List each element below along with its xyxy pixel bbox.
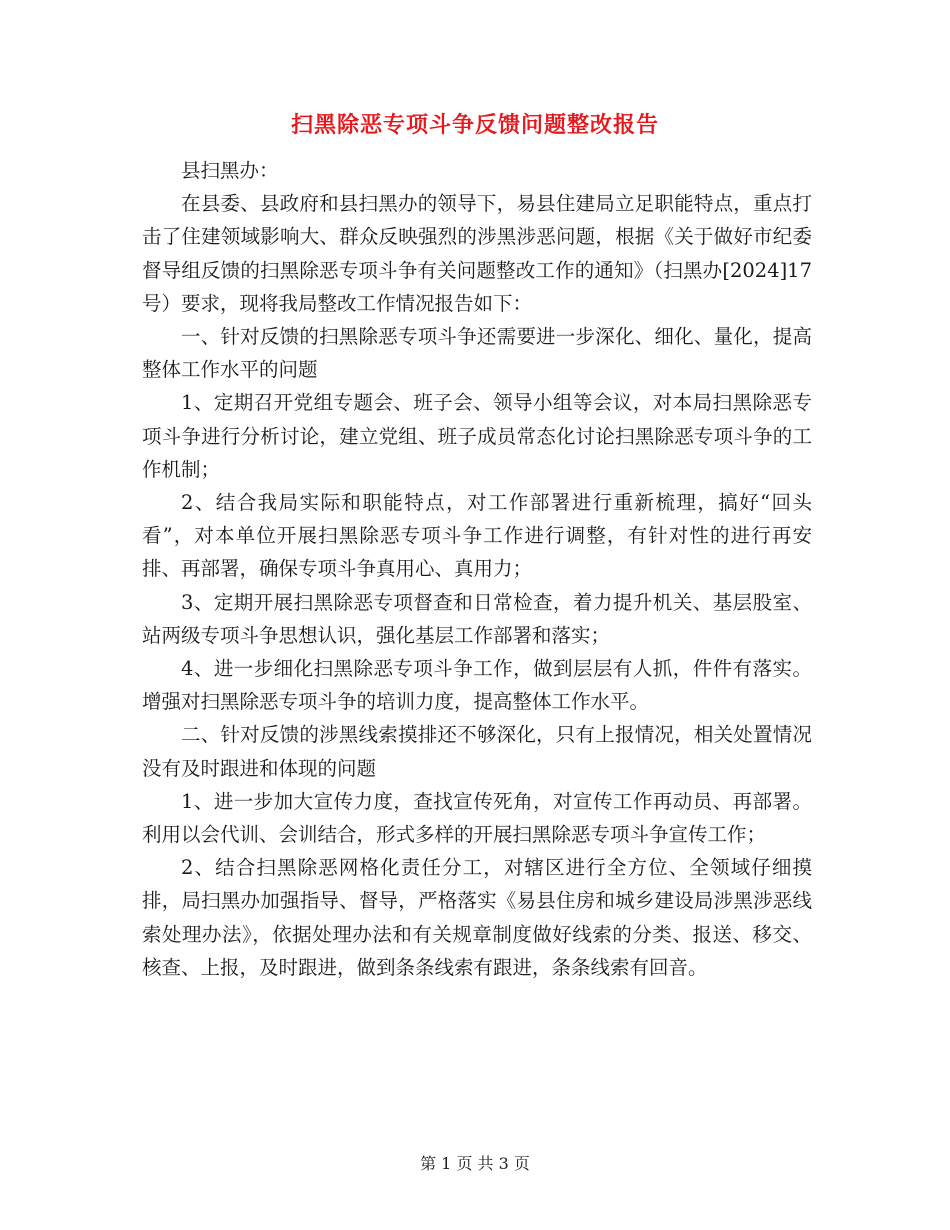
document-body — [142, 154, 812, 984]
paragraph-intro: 在县委、县政府和县扫黑办的领导下，易县住建局立足职能特点，重点打击了住建领域影响大、群众反映强烈的涉黑涉恶问题，根据《关于做好市纪委督导组反馈的扫黑除恶专项斗争有关问题整改工作的通知》（扫黑办[2024]17号）要求，现将我局整改工作情况报告如下： — [142, 192, 812, 315]
salutation: 县扫黑办： — [181, 159, 279, 182]
paragraph-2-2: 2、结合扫黑除恶网格化责任分工，对辖区进行全方位、全领域仔细摸排，局扫黑办加强指导、督导，严格落实《易县住房和城乡建设局涉黑涉恶线索处理办法》，依据处理办法和有关规章制度做好线索的分类、报送、移交、核查、上报，及时跟进，做到条条线索有跟进，条条线索有回音。 — [142, 856, 812, 979]
paragraph-1-1: 1、定期召开党组专题会、班子会、领导小组等会议，对本局扫黑除恶专项斗争进行分析讨论，建立党组、班子成员常态化讨论扫黑除恶专项斗争的工作机制； — [142, 391, 812, 481]
section-heading-1: 一、针对反馈的扫黑除恶专项斗争还需要进一步深化、细化、量化，提高整体工作水平的问题 — [142, 325, 812, 382]
page-footer: 第 1 页 共 3 页 — [420, 1154, 530, 1173]
document-title: 扫黑除恶专项斗争反馈问题整改报告 — [290, 113, 659, 138]
paragraph-1-2: 2、结合我局实际和职能特点，对工作部署进行重新梳理，搞好“回头看”，对本单位开展扫黑除恶专项斗争工作进行调整，有针对性的进行再安排、再部署，确保专项斗争真用心、真用力； — [142, 491, 812, 581]
paragraph-1-3: 3、定期开展扫黑除恶专项督查和日常检查，着力提升机关、基层股室、站两级专项斗争思想认识，强化基层工作部署和落实； — [142, 590, 812, 647]
section-heading-2: 二、针对反馈的涉黑线索摸排还不够深化，只有上报情况，相关处置情况没有及时跟进和体现的问题 — [142, 723, 812, 780]
paragraph-1-4: 4、进一步细化扫黑除恶专项斗争工作，做到层层有人抓，件件有落实。增强对扫黑除恶专项斗争的培训力度，提高整体工作水平。 — [142, 657, 812, 714]
paragraph-2-1: 1、进一步加大宣传力度，查找宣传死角，对宣传工作再动员、再部署。利用以会代训、会训结合，形式多样的开展扫黑除恶专项斗争宣传工作； — [142, 789, 812, 847]
